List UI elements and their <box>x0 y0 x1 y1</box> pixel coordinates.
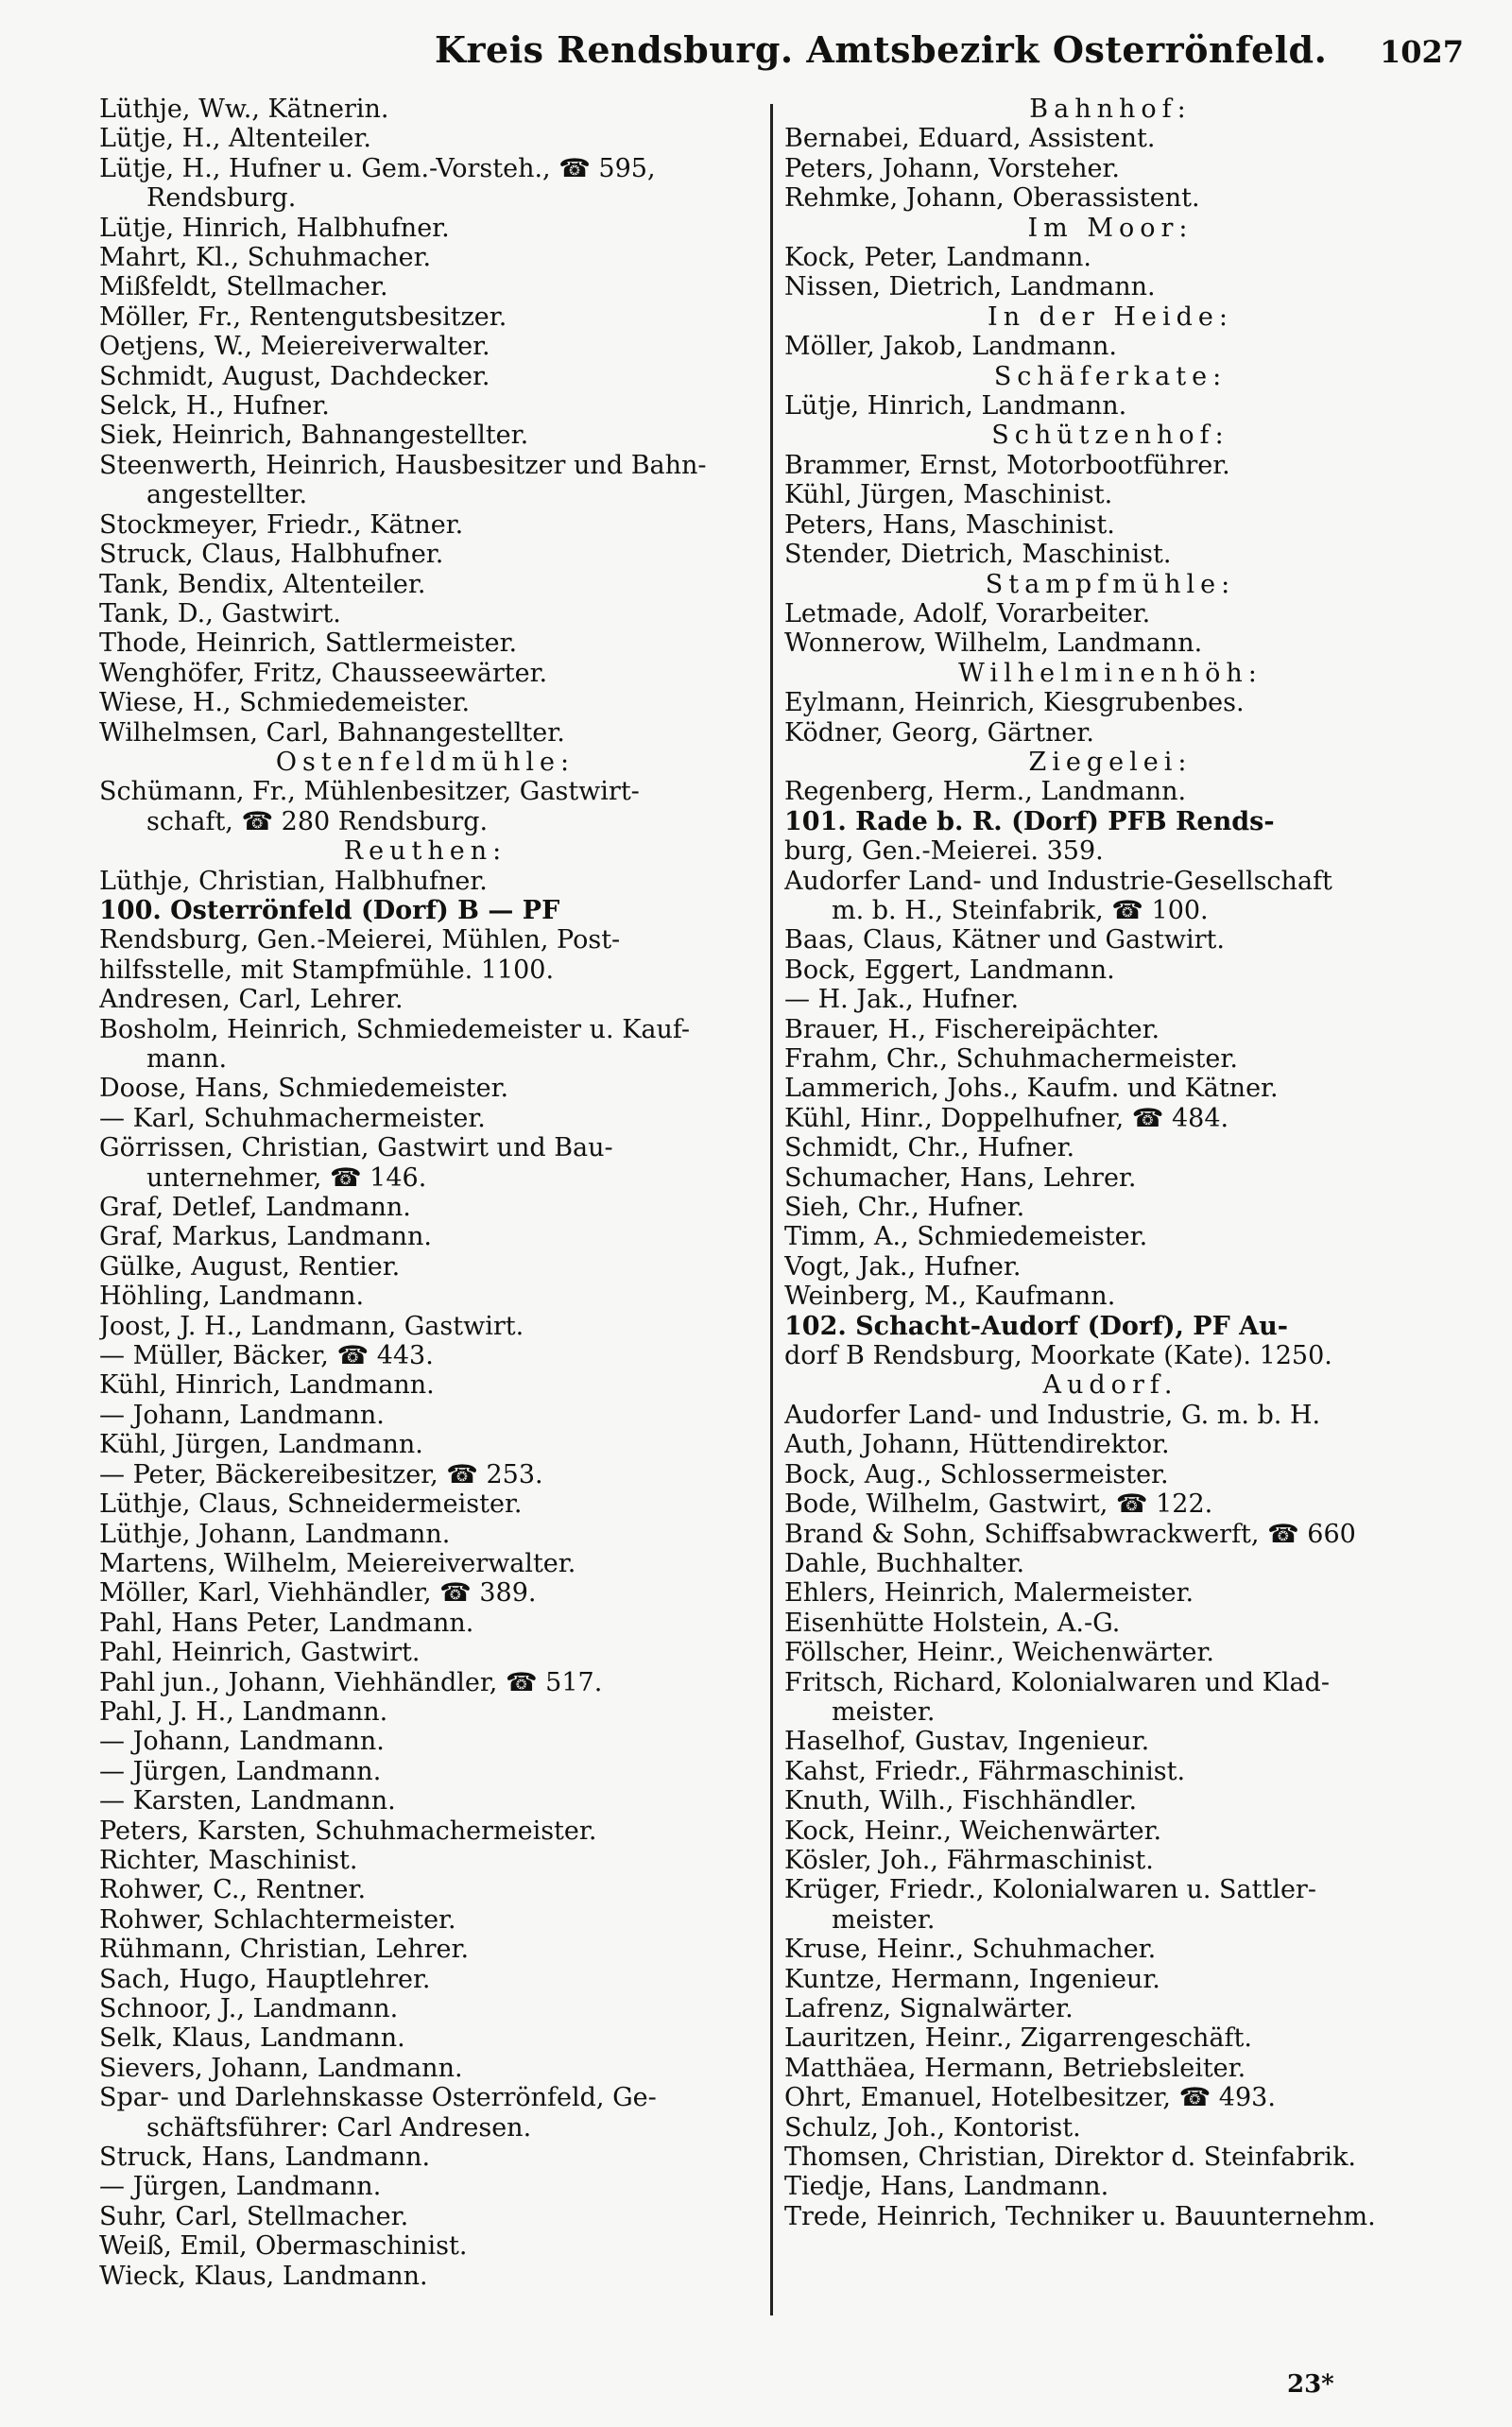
directory-entry: Schümann, Fr., Mühlenbesitzer, Gastwirt- <box>99 777 640 807</box>
directory-entry: Audorfer Land- und Industrie-Gesellschaft <box>784 866 1332 896</box>
directory-entry: Bosholm, Heinrich, Schmiedemeister u. Kauf- <box>99 1014 691 1044</box>
directory-entry: Rühmann, Christian, Lehrer. <box>99 1935 470 1965</box>
directory-entry: schaft, ☎ 280 Rendsburg. <box>146 806 489 836</box>
directory-entry: — Peter, Bäckereibesitzer, ☎ 253. <box>99 1459 543 1489</box>
directory-entry: Föllscher, Heinr., Weichenwärter. <box>784 1638 1214 1668</box>
locality-heading: Schützenhof: <box>991 421 1229 451</box>
directory-entry: Gülke, August, Rentier. <box>99 1251 401 1282</box>
directory-entry: Lammerich, Johs., Kaufm. und Kätner. <box>784 1074 1279 1104</box>
directory-entry: Brammer, Ernst, Motorbootführer. <box>784 450 1230 480</box>
directory-entry: meister. <box>832 1904 936 1935</box>
right-column <box>784 95 1436 2231</box>
directory-entry: Dahle, Buchhalter. <box>784 1548 1025 1578</box>
directory-entry: — Karl, Schuhmachermeister. <box>99 1103 486 1133</box>
directory-entry: Ködner, Georg, Gärtner. <box>784 717 1094 748</box>
directory-entry: Stender, Dietrich, Maschinist. <box>784 540 1172 570</box>
directory-entry: Selck, H., Hufner. <box>99 391 330 422</box>
directory-entry: Wonnerow, Wilhelm, Landmann. <box>784 628 1203 659</box>
directory-entry: Brauer, H., Fischereipächter. <box>784 1014 1160 1044</box>
directory-entry: Tank, D., Gastwirt. <box>99 598 341 628</box>
directory-entry: Baas, Claus, Kätner und Gastwirt. <box>784 925 1225 955</box>
directory-entry: Steenwerth, Heinrich, Hausbesitzer und Bahn- <box>99 450 707 480</box>
directory-entry: Struck, Claus, Halbhufner. <box>99 540 444 570</box>
directory-entry: — H. Jak., Hufner. <box>784 985 1020 1015</box>
directory-entry: Thode, Heinrich, Sattlermeister. <box>99 628 518 659</box>
directory-entry: Kuntze, Hermann, Ingenieur. <box>784 1964 1160 1994</box>
left-column <box>99 95 751 2291</box>
directory-entry: Höhling, Landmann. <box>99 1282 365 1312</box>
directory-entry: Wilhelmsen, Carl, Bahnangestellter. <box>99 717 565 748</box>
directory-entry: Fritsch, Richard, Kolonialwaren und Klad- <box>784 1667 1330 1697</box>
directory-entry: Pahl jun., Johann, Viehhändler, ☎ 517. <box>99 1667 603 1697</box>
directory-entry: Timm, A., Schmiedemeister. <box>784 1222 1148 1252</box>
directory-entry: Spar- und Darlehnskasse Osterrönfeld, Ge- <box>99 2083 657 2113</box>
directory-entry: Letmade, Adolf, Vorarbeiter. <box>784 598 1151 628</box>
directory-entry: Haselhof, Gustav, Ingenieur. <box>784 1727 1150 1757</box>
directory-entry: Brand & Sohn, Schiffsabwrackwerft, ☎ 660 <box>784 1519 1356 1549</box>
directory-entry: dorf B Rendsburg, Moorkate (Kate). 1250. <box>784 1341 1332 1371</box>
municipality-heading: 100. Osterrönfeld (Dorf) B — PF <box>99 895 560 925</box>
page-number: 1027 <box>1380 34 1465 70</box>
directory-entry: — Johann, Landmann. <box>99 1727 385 1757</box>
directory-entry: Lütje, H., Altenteiler. <box>99 124 371 154</box>
column-divider <box>770 104 773 2315</box>
directory-entry: Sach, Hugo, Hauptlehrer. <box>99 1964 431 1994</box>
directory-entry: Lütje, Hinrich, Landmann. <box>784 391 1127 422</box>
directory-entry: Trede, Heinrich, Techniker u. Bauunternehm. <box>784 2201 1376 2231</box>
directory-entry: burg, Gen.-Meierei. 359. <box>784 836 1104 867</box>
directory-entry: Kühl, Jürgen, Landmann. <box>99 1430 423 1460</box>
directory-entry: Lütje, Hinrich, Halbhufner. <box>99 213 450 243</box>
directory-entry: Lauritzen, Heinr., Zigarrengeschäft. <box>784 2023 1252 2054</box>
directory-entry: Audorfer Land- und Industrie, G. m. b. H. <box>784 1400 1321 1430</box>
directory-entry: Rendsburg, Gen.-Meierei, Mühlen, Post- <box>99 925 621 955</box>
directory-entry: Möller, Karl, Viehhändler, ☎ 389. <box>99 1578 537 1609</box>
directory-entry: Sievers, Johann, Landmann. <box>99 2053 463 2083</box>
directory-entry: Graf, Markus, Landmann. <box>99 1222 432 1252</box>
directory-entry: Selk, Klaus, Landmann. <box>99 2023 405 2054</box>
directory-entry: Lüthje, Ww., Kätnerin. <box>99 95 389 124</box>
directory-entry: Joost, J. H., Landmann, Gastwirt. <box>99 1311 524 1341</box>
directory-entry: hilfsstelle, mit Stampfmühle. 1100. <box>99 955 555 985</box>
locality-heading: Wilhelminenhöh: <box>958 658 1263 688</box>
directory-entry: schäftsführer: Carl Andresen. <box>146 2112 532 2143</box>
directory-entry: Möller, Fr., Rentengutsbesitzer. <box>99 301 507 332</box>
directory-entry: — Johann, Landmann. <box>99 1400 385 1430</box>
directory-entry: Schumacher, Hans, Lehrer. <box>784 1162 1137 1193</box>
directory-entry: Lafrenz, Signalwärter. <box>784 1994 1074 2023</box>
directory-entry: Ehlers, Heinrich, Malermeister. <box>784 1578 1194 1609</box>
directory-entry: Kösler, Joh., Fährmaschinist. <box>784 1845 1154 1875</box>
directory-entry: meister. <box>832 1696 936 1727</box>
directory-entry: Schnoor, J., Landmann. <box>99 1994 399 2023</box>
locality-heading: Ostenfeldmühle: <box>275 747 576 777</box>
locality-heading: Ziegelei: <box>1028 747 1193 777</box>
directory-entry: Siek, Heinrich, Bahnangestellter. <box>99 421 529 451</box>
directory-entry: Oetjens, W., Meiereiverwalter. <box>99 332 490 362</box>
directory-entry: Schulz, Joh., Kontorist. <box>784 2112 1081 2143</box>
directory-entry: Lüthje, Johann, Landmann. <box>99 1519 451 1549</box>
directory-entry: Nissen, Dietrich, Landmann. <box>784 272 1156 302</box>
directory-entry: Doose, Hans, Schmiedemeister. <box>99 1074 509 1104</box>
signature-mark: 23* <box>1287 2370 1334 2399</box>
directory-entry: Stockmeyer, Friedr., Kätner. <box>99 509 464 540</box>
directory-entry: Frahm, Chr., Schuhmachermeister. <box>784 1044 1238 1074</box>
directory-entry: Tiedje, Hans, Landmann. <box>784 2172 1109 2202</box>
directory-entry: Pahl, Hans Peter, Landmann. <box>99 1608 474 1638</box>
directory-entry: Peters, Johann, Vorsteher. <box>784 153 1120 183</box>
directory-entry: Schmidt, Chr., Hufner. <box>784 1133 1075 1163</box>
locality-heading: Audorf. <box>1042 1370 1178 1401</box>
directory-entry: Lütje, H., Hufner u. Gem.-Vorsteh., ☎ 595, <box>99 153 656 183</box>
locality-heading: Bahnhof: <box>1029 95 1192 124</box>
directory-entry: Peters, Karsten, Schuhmachermeister. <box>99 1816 597 1846</box>
directory-entry: Kock, Peter, Landmann. <box>784 243 1091 273</box>
directory-entry: Wenghöfer, Fritz, Chausseewärter. <box>99 658 548 688</box>
directory-entry: Rohwer, C., Rentner. <box>99 1875 367 1905</box>
directory-entry: Kühl, Jürgen, Maschinist. <box>784 480 1113 510</box>
directory-entry: Thomsen, Christian, Direktor d. Steinfabrik. <box>784 2143 1357 2173</box>
directory-entry: — Müller, Bäcker, ☎ 443. <box>99 1341 434 1371</box>
directory-entry: Pahl, Heinrich, Gastwirt. <box>99 1638 421 1668</box>
directory-entry: Eylmann, Heinrich, Kiesgrubenbes. <box>784 688 1245 718</box>
page-header <box>0 21 1512 77</box>
directory-entry: Richter, Maschinist. <box>99 1845 358 1875</box>
directory-entry: Weiß, Emil, Obermaschinist. <box>99 2231 468 2262</box>
locality-heading: Reuthen: <box>343 836 507 867</box>
directory-entry: — Karsten, Landmann. <box>99 1786 396 1816</box>
directory-entry: Pahl, J. H., Landmann. <box>99 1696 388 1727</box>
directory-entry: Görrissen, Christian, Gastwirt und Bau- <box>99 1133 613 1163</box>
directory-entry: Eisenhütte Holstein, A.-G. <box>784 1608 1121 1638</box>
directory-entry: Rehmke, Johann, Oberassistent. <box>784 183 1200 214</box>
directory-entry: Matthäea, Hermann, Betriebsleiter. <box>784 2053 1246 2083</box>
directory-entry: Tank, Bendix, Altenteiler. <box>99 569 426 599</box>
directory-entry: Suhr, Carl, Stellmacher. <box>99 2201 409 2231</box>
directory-entry: Schmidt, August, Dachdecker. <box>99 361 490 391</box>
directory-entry: Bernabei, Eduard, Assistent. <box>784 124 1156 154</box>
directory-entry: Rohwer, Schlachtermeister. <box>99 1904 456 1935</box>
directory-entry: Auth, Johann, Hüttendirektor. <box>784 1430 1170 1460</box>
directory-entry: Krüger, Friedr., Kolonialwaren u. Sattler- <box>784 1875 1316 1905</box>
directory-entry: Bock, Aug., Schlossermeister. <box>784 1459 1169 1489</box>
directory-entry: Graf, Detlef, Landmann. <box>99 1193 411 1223</box>
directory-entry: Rendsburg. <box>146 183 297 214</box>
directory-entry: Martens, Wilhelm, Meiereiverwalter. <box>99 1548 576 1578</box>
directory-entry: — Jürgen, Landmann. <box>99 2172 382 2202</box>
directory-entry: Kruse, Heinr., Schuhmacher. <box>784 1935 1157 1965</box>
directory-entry: Möller, Jakob, Landmann. <box>784 332 1118 362</box>
directory-entry: Wieck, Klaus, Landmann. <box>99 2261 428 2291</box>
directory-entry: unternehmer, ☎ 146. <box>146 1162 427 1193</box>
directory-entry: Struck, Hans, Landmann. <box>99 2143 431 2173</box>
directory-entry: Kühl, Hinrich, Landmann. <box>99 1370 435 1401</box>
directory-entry: Weinberg, M., Kaufmann. <box>784 1282 1116 1312</box>
directory-entry: Lüthje, Christian, Halbhufner. <box>99 866 488 896</box>
directory-entry: Bock, Eggert, Landmann. <box>784 955 1115 985</box>
directory-entry: Wiese, H., Schmiedemeister. <box>99 688 471 718</box>
directory-entry: Mahrt, Kl., Schuhmacher. <box>99 243 432 273</box>
directory-entry: Ohrt, Emanuel, Hotelbesitzer, ☎ 493. <box>784 2083 1276 2113</box>
directory-entry: m. b. H., Steinfabrik, ☎ 100. <box>832 895 1209 925</box>
locality-heading: Im Moor: <box>1027 213 1194 243</box>
directory-entry: — Jürgen, Landmann. <box>99 1756 382 1786</box>
directory-entry: Andresen, Carl, Lehrer. <box>99 985 404 1015</box>
directory-entry: Vogt, Jak., Hufner. <box>784 1251 1022 1282</box>
locality-heading: Schäferkate: <box>993 361 1228 391</box>
directory-entry: Kock, Heinr., Weichenwärter. <box>784 1816 1162 1846</box>
directory-entry: Sieh, Chr., Hufner. <box>784 1193 1025 1223</box>
directory-entry: Kühl, Hinr., Doppelhufner, ☎ 484. <box>784 1103 1229 1133</box>
directory-entry: Regenberg, Herm., Landmann. <box>784 777 1187 807</box>
municipality-heading: 101. Rade b. R. (Dorf) PFB Rends- <box>784 806 1275 836</box>
municipality-heading: 102. Schacht-Audorf (Dorf), PF Au- <box>784 1311 1288 1341</box>
directory-entry: mann. <box>146 1044 228 1074</box>
directory-entry: Peters, Hans, Maschinist. <box>784 509 1115 540</box>
locality-heading: Stampfmühle: <box>985 569 1236 599</box>
directory-entry: Kahst, Friedr., Fährmaschinist. <box>784 1756 1186 1786</box>
running-title: Kreis Rendsburg. Amtsbezirk Osterrönfeld. <box>435 28 1328 71</box>
directory-entry: Lüthje, Claus, Schneidermeister. <box>99 1489 523 1520</box>
directory-entry: Knuth, Wilh., Fischhändler. <box>784 1786 1138 1816</box>
directory-entry: Mißfeldt, Stellmacher. <box>99 272 388 302</box>
directory-entry: angestellter. <box>146 480 308 510</box>
locality-heading: In der Heide: <box>988 301 1233 332</box>
directory-entry: Bode, Wilhelm, Gastwirt, ☎ 122. <box>784 1489 1213 1520</box>
